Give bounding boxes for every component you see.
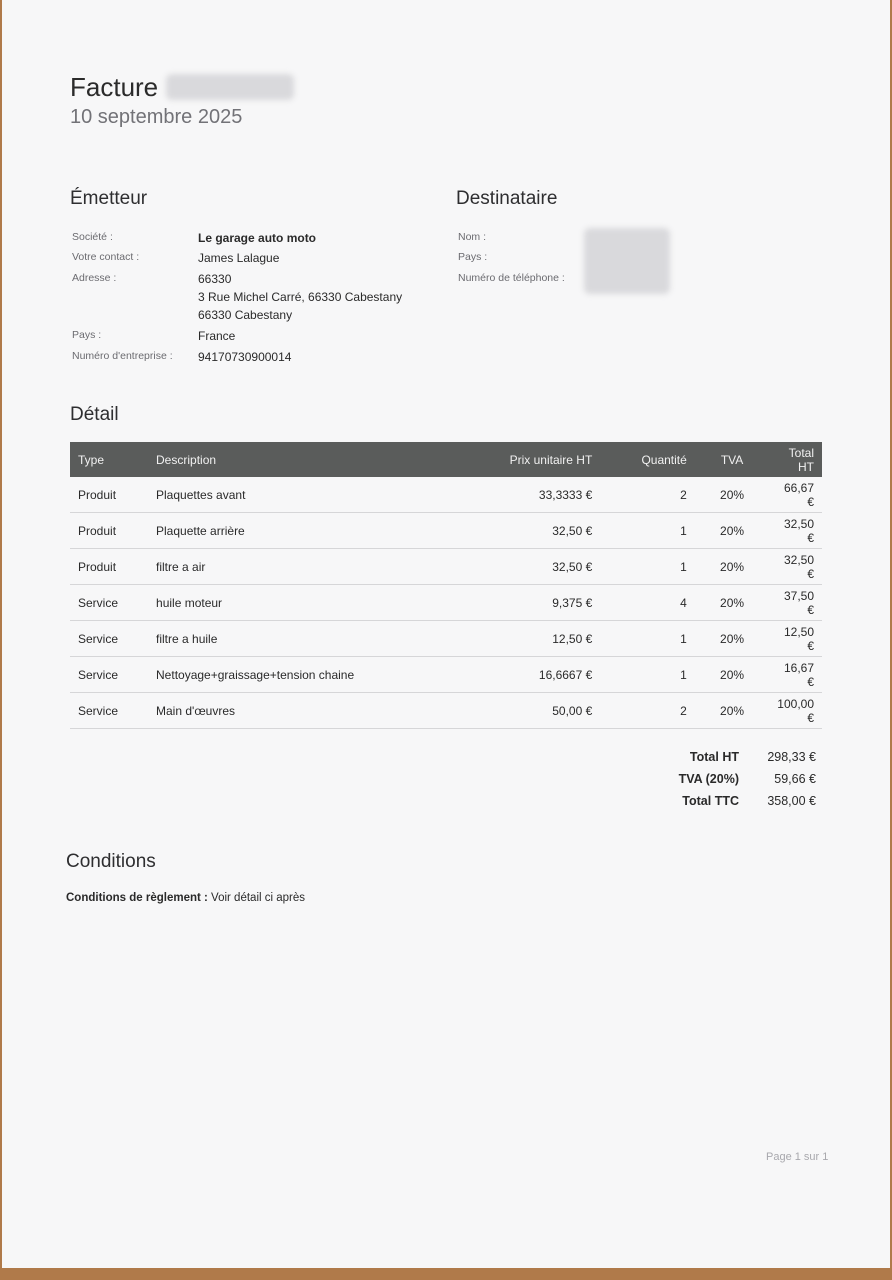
row-description: Plaquette arrière [148,513,439,549]
redacted-invoice-number [166,74,294,100]
emitter-address-line2: 3 Rue Michel Carré, 66330 Cabestany [198,290,403,304]
row-vat: 20% [695,621,769,657]
row-vat: 20% [695,513,769,549]
row-total: 12,50 € [769,621,822,657]
emitter-address-line1: 66330 [198,272,232,286]
emitter-country-label: Pays : [72,329,102,341]
row-type: Service [70,621,148,657]
row-description: filtre a huile [148,621,439,657]
row-type: Produit [70,477,148,513]
total-ht-value: 298,33 € [767,750,816,764]
emitter-business-number-label: Numéro d'entreprise : [72,350,173,362]
row-total: 100,00 € [769,693,822,729]
row-description: Plaquettes avant [148,477,439,513]
emitter-address-line3: 66330 Cabestany [198,308,293,322]
recipient-phone-label: Numéro de téléphone : [458,272,565,284]
col-description: Description [148,442,439,477]
invoice-title-text: Facture [70,72,159,102]
row-type: Service [70,693,148,729]
emitter-address-label: Adresse : [72,272,117,284]
row-vat: 20% [695,549,769,585]
page-number: Page 1 sur 1 [766,1151,829,1163]
row-vat: 20% [695,693,769,729]
row-unit-price: 32,50 € [439,549,600,585]
row-type: Service [70,657,148,693]
detail-heading: Détail [70,404,119,425]
table-row [70,585,822,621]
table-row [70,513,822,549]
redacted-recipient-details [584,228,670,294]
col-unit-price: Prix unitaire HT [439,442,600,477]
row-quantity: 1 [600,549,695,585]
row-quantity: 2 [600,693,695,729]
col-vat: TVA [695,442,769,477]
table-row [70,477,822,513]
table-row [70,549,822,585]
row-total: 32,50 € [769,513,822,549]
table-header-row [70,442,822,477]
invoice-title [70,72,294,103]
emitter-contact-label: Votre contact : [72,251,140,263]
total-vat-value: 59,66 € [774,772,816,786]
row-unit-price: 32,50 € [439,513,600,549]
col-total: Total HT [769,442,822,477]
conditions-heading: Conditions [66,851,156,872]
table-row [70,657,822,693]
row-quantity: 1 [600,621,695,657]
row-description: Main d'œuvres [148,693,439,729]
row-vat: 20% [695,477,769,513]
payment-conditions-value: Voir détail ci après [211,892,306,904]
row-unit-price: 12,50 € [439,621,600,657]
row-type: Produit [70,513,148,549]
row-description: filtre a air [148,549,439,585]
row-unit-price: 33,3333 € [439,477,600,513]
row-quantity: 2 [600,477,695,513]
total-ttc-label: Total TTC [682,794,739,808]
row-description: huile moteur [148,585,439,621]
total-vat-label: TVA (20%) [678,772,739,786]
row-unit-price: 50,00 € [439,693,600,729]
table-row [70,693,822,729]
recipient-name-label: Nom : [458,231,487,243]
emitter-company-label: Société : [72,231,113,243]
col-type: Type [70,442,148,477]
row-vat: 20% [695,657,769,693]
emitter-contact: James Lalague [198,251,280,265]
row-total: 37,50 € [769,585,822,621]
payment-conditions [66,892,305,904]
row-unit-price: 16,6667 € [439,657,600,693]
invoice-date: 10 septembre 2025 [70,106,243,128]
recipient-country-label: Pays : [458,251,488,263]
invoice-page [2,0,890,1268]
emitter-business-number: 94170730900014 [198,350,292,364]
row-quantity: 1 [600,657,695,693]
row-total: 32,50 € [769,549,822,585]
row-total: 16,67 € [769,657,822,693]
row-total: 66,67 € [769,477,822,513]
row-vat: 20% [695,585,769,621]
invoice-lines-table [70,442,822,729]
row-quantity: 4 [600,585,695,621]
col-quantity: Quantité [600,442,695,477]
row-description: Nettoyage+graissage+tension chaine [148,657,439,693]
emitter-company: Le garage auto moto [198,231,317,245]
table-row [70,621,822,657]
total-ht-label: Total HT [689,750,739,764]
payment-conditions-label: Conditions de règlement : [66,892,208,904]
row-type: Produit [70,549,148,585]
emitter-country: France [198,329,236,343]
recipient-heading: Destinataire [456,188,558,209]
total-ttc-value: 358,00 € [767,794,816,808]
row-unit-price: 9,375 € [439,585,600,621]
row-quantity: 1 [600,513,695,549]
row-type: Service [70,585,148,621]
emitter-heading: Émetteur [70,188,148,209]
